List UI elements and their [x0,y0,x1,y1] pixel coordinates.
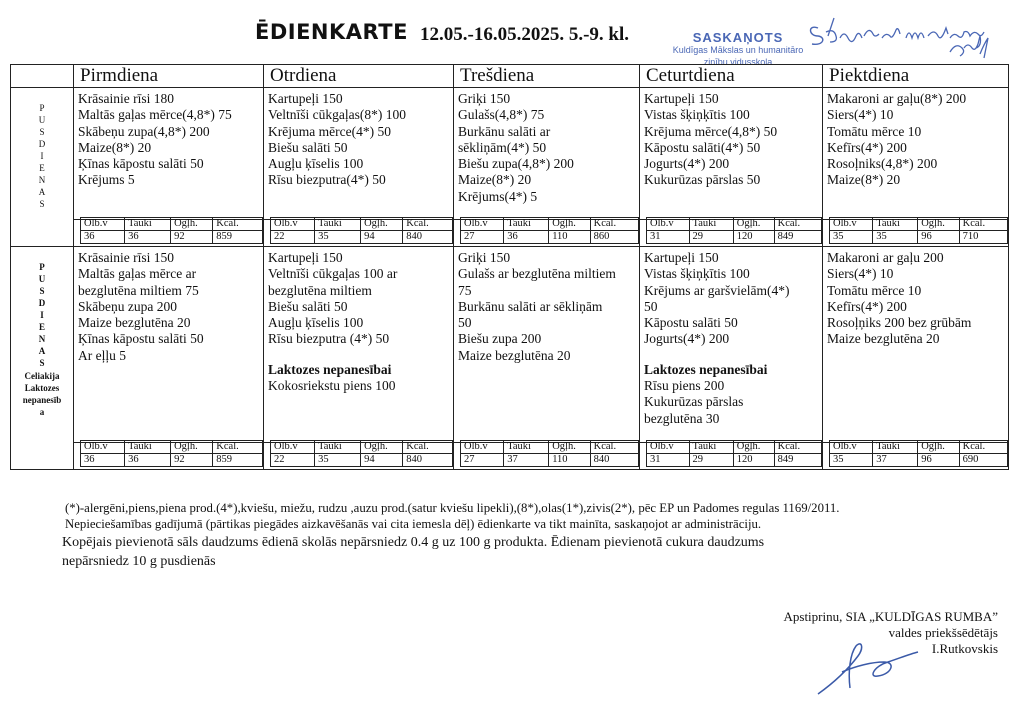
menu-item: Maize bezglutēna 20 [827,331,940,347]
menu-item: bezglutēna miltiem [268,282,372,298]
menu-item: Griķi 150 [458,91,511,106]
menu-cell [823,88,1009,220]
nutrition-header-row [81,441,263,454]
nutrition-value-row [81,454,263,467]
nutrition-value-row [461,454,639,467]
nutrition-header-row [647,218,822,231]
nutrition-value: 849 [774,231,821,244]
document-dates: 12.05.-16.05.2025. 5.-9. kl. [420,24,629,45]
nutrition-header: Tauki [125,218,171,231]
row-sub-label: nepanesīb [22,395,62,405]
menu-table [10,64,1009,470]
nutrition-header: Tauki [315,441,361,454]
special-diet-nutrition-row [11,443,1009,470]
menu-item: Rosoļniks(4,8*) 200 [827,156,938,172]
menu-item: Ķīnas kāpostu salāti 50 [78,156,204,172]
menu-item: Veltnīši cūkgaļas(8*) 100 [268,107,406,123]
nutrition-value-row [647,231,822,244]
menu-cell [640,88,823,220]
approval-line-2: valdes priekšsēdētājs [888,625,998,640]
menu-item: Krējums(4*) 5 [458,188,538,204]
stamp-line-2: Kuldīgas Mākslas un humanitāro [672,45,804,55]
menu-item: Ķīnas kāpostu salāti 50 [78,331,204,347]
menu-item: Gulašs ar bezglutēna miltiem [458,266,616,282]
nutrition-header-row [830,218,1008,231]
nutrition-header: Ogļh. [733,218,774,231]
menu-item: 50 [458,315,472,331]
menu-item: Siers(4*) 10 [827,107,894,123]
menu-item: Krējuma mērce(4,8*) 50 [644,123,778,139]
nutrition-value: 36 [125,231,171,244]
menu-item: Biešu zupa 200 [458,331,542,347]
nutrition-value-row [830,231,1008,244]
menu-item: Krējums 5 [78,172,135,188]
nutrition-header-row [271,441,453,454]
nutrition-header-row [461,218,639,231]
nutrition-header: Ogļh. [361,441,403,454]
menu-item: sēkliņām(4*) 50 [458,139,547,155]
nutrition-value: 36 [81,231,125,244]
row-sub-label: Laktozes [24,383,60,393]
menu-item: Krējums ar garšvielām(4*) [644,282,790,298]
menu-item: Jogurts(4*) 200 [644,156,730,172]
nutrition-header: Olb.v [271,441,315,454]
menu-item: Augļu ķīselis 100 [268,156,364,172]
nutrition-header-row [81,218,263,231]
nutrition-header-row [271,218,453,231]
nutrition-value: 27 [461,231,504,244]
nutrition-table [460,440,639,467]
menu-item: Skābeņu zupa 200 [78,298,177,314]
nutrition-table [80,440,263,467]
menu-item: Kukurūzas pārslas 50 [644,172,761,188]
nutrition-value: 859 [213,231,263,244]
nutrition-cell [454,443,640,470]
nutrition-value: 94 [361,231,403,244]
nutrition-value: 110 [549,231,590,244]
menu-item: 75 [458,282,472,298]
nutrition-table [460,217,639,244]
nutrition-value: 710 [959,231,1007,244]
nutrition-value: 36 [504,231,549,244]
menu-item: bezglutēna miltiem 75 [78,282,199,298]
diet-section-title: Laktozes nepanesībai [268,361,392,377]
diet-section-title: Laktozes nepanesībai [644,361,768,377]
nutrition-value: 35 [830,454,873,467]
menu-item: Maltās gaļas mērce ar [78,266,197,282]
menu-item: Maize bezglutēna 20 [458,347,571,363]
nutrition-header: Ogļh. [549,441,590,454]
nutrition-value: 29 [689,231,733,244]
nutrition-value: 37 [873,454,918,467]
nutrition-value: 860 [590,231,638,244]
menu-item: Kartupeļi 150 [268,250,343,265]
row-label-text: P U S D I E N A S [38,103,46,209]
standard-nutrition-row [11,220,1009,247]
nutrition-table [646,440,822,467]
menu-item: Vistas šķiņķītis 100 [644,107,750,123]
nutrition-table [270,217,453,244]
nutrition-header: Ogļh. [733,441,774,454]
approval-line-3: I.Rutkovskis [931,641,998,656]
days-header-row [11,65,1009,88]
nutrition-value: 22 [271,454,315,467]
approval-stamp [668,32,808,68]
day-header-monday: Pirmdiena [74,65,264,88]
nutrition-table [829,217,1008,244]
nutrition-value: 96 [918,454,959,467]
menu-item: Rosoļņiks 200 bez grūbām [827,315,972,331]
special-diet-lunch-row [11,247,1009,443]
nutrition-header: Kcal. [774,441,821,454]
nutrition-value-row [271,454,453,467]
menu-item: Maltās gaļas mērce(4,8*) 75 [78,107,232,123]
nutrition-value-row [647,454,822,467]
menu-item: Maize(8*) 20 [78,139,152,155]
menu-item: Krējuma mērce(4*) 50 [268,123,391,139]
nutrition-header: Kcal. [403,218,453,231]
row-label-special-diet [11,247,74,470]
menu-item: Krāsainie rīsi 180 [78,91,174,106]
menu-item: Griķi 150 [458,250,511,265]
nutrition-header: Tauki [689,218,733,231]
nutrition-header: Tauki [689,441,733,454]
change-note: Nepieciešamības gadījumā (pārtikas piegādes aizkavēšanās vai cita iemesla dēļ) ēdienkarte va tikt mainīta, saskaņojot ar administrāciju. [65,517,762,531]
nutrition-value: 36 [81,454,125,467]
nutrition-header: Olb.v [81,441,125,454]
menu-item: Kartupeļi 150 [268,91,343,106]
menu-item: Vistas šķiņķītis 100 [644,266,750,282]
nutrition-value: 37 [504,454,549,467]
nutrition-value: 110 [549,454,590,467]
nutrition-header: Tauki [315,218,361,231]
menu-item: Kefīrs(4*) 200 [827,298,907,314]
menu-item: Augļu ķīselis 100 [268,315,364,331]
menu-item: Biešu zupa(4,8*) 200 [458,156,574,172]
menu-item: Tomātu mērce 10 [827,282,922,298]
menu-item: Jogurts(4*) 200 [644,331,730,347]
menu-item: Biešu salāti 50 [268,298,348,314]
row-label-lunch [11,88,74,247]
nutrition-value: 36 [125,454,171,467]
nutrition-value: 35 [315,231,361,244]
menu-item: Kāpostu salāti 50 [644,315,738,331]
nutrition-header: Olb.v [461,218,504,231]
row-label-text: P U S D I E N A S [38,262,46,368]
nutrition-value-row [830,454,1008,467]
standard-lunch-row [11,88,1009,220]
menu-cell [640,247,823,443]
nutrition-value: 859 [213,454,263,467]
row-sub-label: a [39,407,45,417]
nutrition-header-row [461,441,639,454]
nutrition-header: Ogļh. [549,218,590,231]
approval-line-1: Apstiprinu, SIA „KULDĪGAS RUMBA” [783,609,998,624]
nutrition-value: 29 [689,454,733,467]
nutrition-header: Ogļh. [918,218,959,231]
menu-cell [454,88,640,220]
nutrition-value: 31 [647,454,690,467]
nutrition-value: 22 [271,231,315,244]
nutrition-value: 690 [959,454,1007,467]
menu-item: Rīsu biezputra (4*) 50 [268,331,390,347]
nutrition-header: Olb.v [647,218,690,231]
nutrition-header-row [647,441,822,454]
menu-item: Maize(8*) 20 [458,172,532,188]
nutrition-header: Olb.v [81,218,125,231]
nutrition-cell [264,443,454,470]
menu-item: Kāpostu salāti(4*) 50 [644,139,761,155]
day-header-thursday: Ceturtdiena [640,65,823,88]
nutrition-cell [640,220,823,247]
menu-item: Krāsainie rīsi 150 [78,250,174,265]
stamp-name: SASKAŅOTS [692,30,784,45]
menu-item: Kukurūzas pārslas [644,394,744,410]
nutrition-cell [823,443,1009,470]
nutrition-cell [264,220,454,247]
nutrition-header-row [830,441,1008,454]
nutrition-header: Tauki [125,441,171,454]
nutrition-value: 840 [403,231,453,244]
menu-item: Makaroni ar gaļu(8*) 200 [827,91,967,106]
nurse-signature-icon [800,10,1000,62]
nutrition-header: Ogļh. [918,441,959,454]
nutrition-value: 96 [918,231,959,244]
nutrition-value-row [461,231,639,244]
nutrition-header: Tauki [873,441,918,454]
nutrition-table [646,217,822,244]
salt-sugar-note: Kopējais pievienotā sāls daudzums ēdienā skolās nepārsniedz 0.4 g uz 100 g produkta. Ēdienam pievienotā cukura daudzums [62,535,765,550]
menu-item: bezglutēna 30 [644,410,720,426]
nutrition-header: Ogļh. [171,218,213,231]
nutrition-header: Olb.v [830,218,873,231]
menu-cell [264,247,454,443]
nutrition-cell [74,220,264,247]
menu-cell [264,88,454,220]
day-header-wednesday: Trešdiena [454,65,640,88]
document-title: ĒDIENKARTE [255,20,408,44]
nutrition-header: Kcal. [959,441,1007,454]
nutrition-header: Olb.v [647,441,690,454]
row-sub-label: Celiakija [24,371,60,381]
sugar-note-continued: nepārsniedz 10 g pusdienās [62,554,216,569]
menu-item: Makaroni ar gaļu 200 [827,250,944,265]
menu-item: Siers(4*) 10 [827,266,894,282]
menu-cell [823,247,1009,443]
allergen-note: (*)-alergēni,piens,piena prod.(4*),kviešu, miežu, rudzu ,auzu prod.(satur kviešu lipekli),(8*),olas(1*),zivis(2*), pēc EP un Padomes regulas 1169/2011. [65,501,840,515]
nutrition-value: 840 [403,454,453,467]
nutrition-cell [454,220,640,247]
menu-item: Maize bezglutēna 20 [78,315,191,331]
nutrition-header: Kcal. [213,441,263,454]
stamp-line-3: zinību vidusskola [703,57,773,67]
corner-cell [11,65,74,88]
nutrition-value: 35 [873,231,918,244]
nutrition-header: Olb.v [830,441,873,454]
nutrition-value: 840 [590,454,638,467]
nutrition-header: Ogļh. [361,218,403,231]
menu-cell [454,247,640,443]
menu-item: Maize(8*) 20 [827,172,901,188]
nutrition-cell [74,443,264,470]
menu-item: Skābeņu zupa(4,8*) 200 [78,123,210,139]
menu-item: Kefīrs(4*) 200 [827,139,907,155]
menu-item: Rīsu biezputra(4*) 50 [268,172,386,188]
menu-item: Kartupeļi 150 [644,250,719,265]
menu-item: Rīsu piens 200 [644,378,725,394]
nutrition-value: 94 [361,454,403,467]
nutrition-header: Kcal. [213,218,263,231]
nutrition-header: Olb.v [271,218,315,231]
director-signature-icon [812,632,922,702]
menu-item: Tomātu mērce 10 [827,123,922,139]
nutrition-header: Kcal. [590,441,638,454]
nutrition-header: Tauki [873,218,918,231]
nutrition-value: 27 [461,454,504,467]
menu-item: Ar eļļu 5 [78,347,126,363]
menu-cell [74,247,264,443]
day-header-tuesday: Otrdiena [264,65,454,88]
nutrition-header: Kcal. [774,218,821,231]
nutrition-header: Kcal. [403,441,453,454]
menu-item: Gulašs(4,8*) 75 [458,107,545,123]
nutrition-cell [823,220,1009,247]
nutrition-cell [640,443,823,470]
nutrition-header: Tauki [504,218,549,231]
nutrition-table [829,440,1008,467]
nutrition-value-row [81,231,263,244]
day-header-friday: Piektdiena [823,65,1009,88]
nutrition-value: 849 [774,454,821,467]
nutrition-value: 92 [171,454,213,467]
menu-item: Veltnīši cūkgaļas 100 ar [268,266,398,282]
nutrition-table [270,440,453,467]
menu-item: Biešu salāti 50 [268,139,348,155]
menu-item: Burkānu salāti ar sēkliņām [458,298,603,314]
nutrition-header: Ogļh. [171,441,213,454]
nutrition-value-row [271,231,453,244]
nutrition-value: 35 [315,454,361,467]
footnotes [62,500,1005,571]
nutrition-header: Kcal. [959,218,1007,231]
menu-cell [74,88,264,220]
nutrition-value: 35 [830,231,873,244]
nutrition-value: 92 [171,231,213,244]
menu-item: Burkānu salāti ar [458,123,551,139]
menu-item: 50 [644,298,658,314]
nutrition-table [80,217,263,244]
menu-item: Kokosriekstu piens 100 [268,378,396,394]
nutrition-header: Olb.v [461,441,504,454]
nutrition-value: 120 [733,231,774,244]
nutrition-header: Tauki [504,441,549,454]
nutrition-value: 31 [647,231,690,244]
nutrition-value: 120 [733,454,774,467]
menu-item: Kartupeļi 150 [644,91,719,106]
nutrition-header: Kcal. [590,218,638,231]
